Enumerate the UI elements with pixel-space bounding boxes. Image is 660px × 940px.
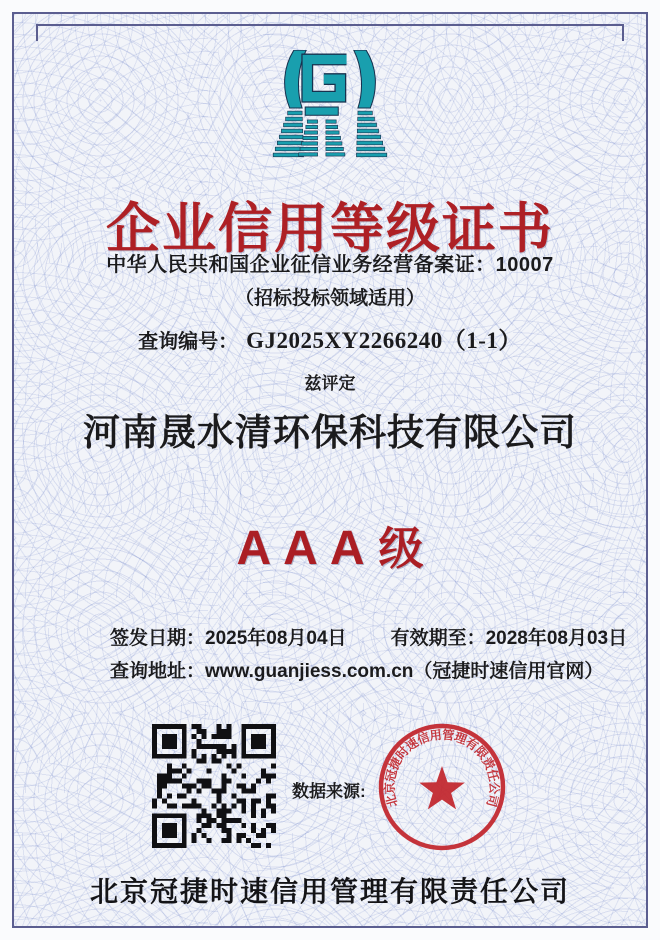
record-number-line: 中华人民共和国企业征信业务经营备案证：10007 [106, 254, 554, 276]
scope-line: （招标投标领域适用） [234, 288, 425, 309]
query-number-value: GJ2025XY2266240（1-1） [246, 328, 522, 353]
data-source-label: 数据来源: [292, 782, 366, 801]
issuer-name: 北京冠捷时速信用管理有限责任公司 [89, 877, 570, 908]
seal-star-icon [419, 766, 465, 809]
issue-date-label: 签发日期： [110, 628, 206, 649]
qr-code-icon [152, 724, 276, 848]
company-seal-icon [377, 722, 507, 852]
hereby-label: 兹评定 [304, 374, 356, 393]
grade-letters: AAA [236, 522, 377, 575]
grade-word: 级 [378, 523, 424, 574]
credit-grade [0, 512, 660, 577]
issue-date [110, 623, 347, 650]
dates-row [110, 623, 627, 650]
certificate-title: 企业信用等级证书 [106, 199, 554, 259]
valid-until [391, 623, 628, 650]
query-number-label: 查询编号： [138, 331, 239, 353]
gh-monogram-logo-icon [268, 50, 392, 164]
inner-top-rule [36, 24, 624, 26]
seal-text: 北京冠捷时速信用管理有限责任公司 [382, 727, 502, 809]
query-url-label: 查询地址： [110, 661, 206, 682]
query-number-row [0, 322, 660, 355]
query-url-row [110, 656, 603, 683]
valid-until-value: 2028年08月03日 [485, 628, 628, 649]
query-url-value: www.guanjiess.com.cn（冠捷时速信用官网） [205, 661, 604, 682]
issue-date-value: 2025年08月04日 [205, 628, 347, 649]
valid-until-label: 有效期至： [390, 628, 486, 649]
company-name: 河南晟水清环保科技有限公司 [83, 413, 577, 454]
